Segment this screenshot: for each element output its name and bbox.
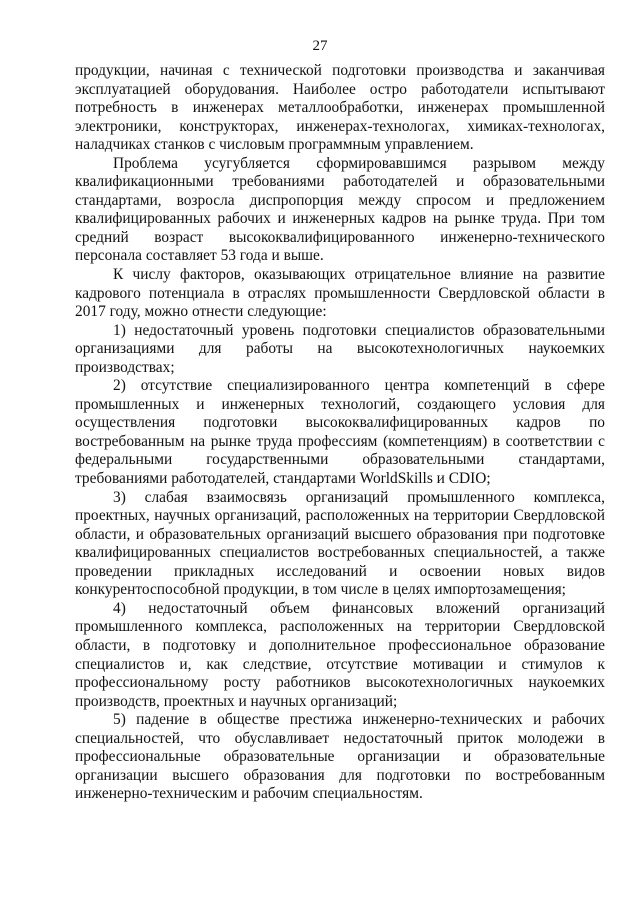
page-number: 27 bbox=[312, 38, 328, 54]
body-text bbox=[75, 62, 605, 804]
list-item-3: 3) слабая взаимосвязь организаций промышленного комплекса, проектных, научных организаций, расположенных на территории Свердловской области, и образовательных организаций высшего образования при подготовке квалифицированных специалистов востребованных специальностей, а также проведении прикладных исследований и освоении новых видов конкурентоспособной продукции, в том числе в целях импортозамещения; bbox=[75, 488, 605, 599]
list-item-5: 5) падение в обществе престижа инженерно-технических и рабочих специальностей, что обуславливает недостаточный приток молодежи в профессиональные образовательные организации и образовательные организации высшего образования для подготовки по востребованным инженерно-техническим и рабочим специальностям. bbox=[75, 711, 605, 803]
paragraph-problem: Проблема усугубляется сформировавшимся разрывом между квалификационными требованиями работодателей и образовательными стандартами, возросла диспропорция между спросом и предложением квалифицированных рабочих и инженерных кадров на рынке труда. При том средний возраст высококвалифицированного инженерно-технического персонала составляет 53 года и выше. bbox=[75, 154, 605, 265]
list-item-4: 4) недостаточный объем финансовых вложений организаций промышленного комплекса, расположенных на территории Свердловской области, в подготовку и дополнительное профессиональное образование специалистов и, как следствие, отсутствие мотивации и стимулов к профессиональному росту работников высокотехнологичных наукоемких производств, проектных и научных организаций; bbox=[75, 599, 605, 710]
paragraph-continuation: продукции, начиная с технической подготовки производства и заканчивая эксплуатацией оборудования. Наиболее остро работодатели испытывают потребность в инженерах металлообработки, инженерах промышленной электроники, конструкторах, инженерах-технологах, химиках-технологах, наладчиках станков с числовым программным управлением. bbox=[75, 62, 605, 154]
paragraph-factors-intro: К числу факторов, оказывающих отрицательное влияние на развитие кадрового потенциала в отраслях промышленности Свердловской области в 2017 году, можно отнести следующие: bbox=[75, 266, 605, 321]
list-item-2: 2) отсутствие специализированного центра компетенций в сфере промышленных и инженерных технологий, создающего условия для осуществления подготовки высококвалифицированных кадров по востребованным на рынке труда профессиям (компетенциям) в соответствии с федеральными государственными образовательными стандартами, требованиями работодателей, стандартами WorldSkills и CDIO; bbox=[75, 377, 605, 488]
list-item-1: 1) недостаточный уровень подготовки специалистов образовательными организациями для работы на высокотехнологичных наукоемких производствах; bbox=[75, 321, 605, 376]
